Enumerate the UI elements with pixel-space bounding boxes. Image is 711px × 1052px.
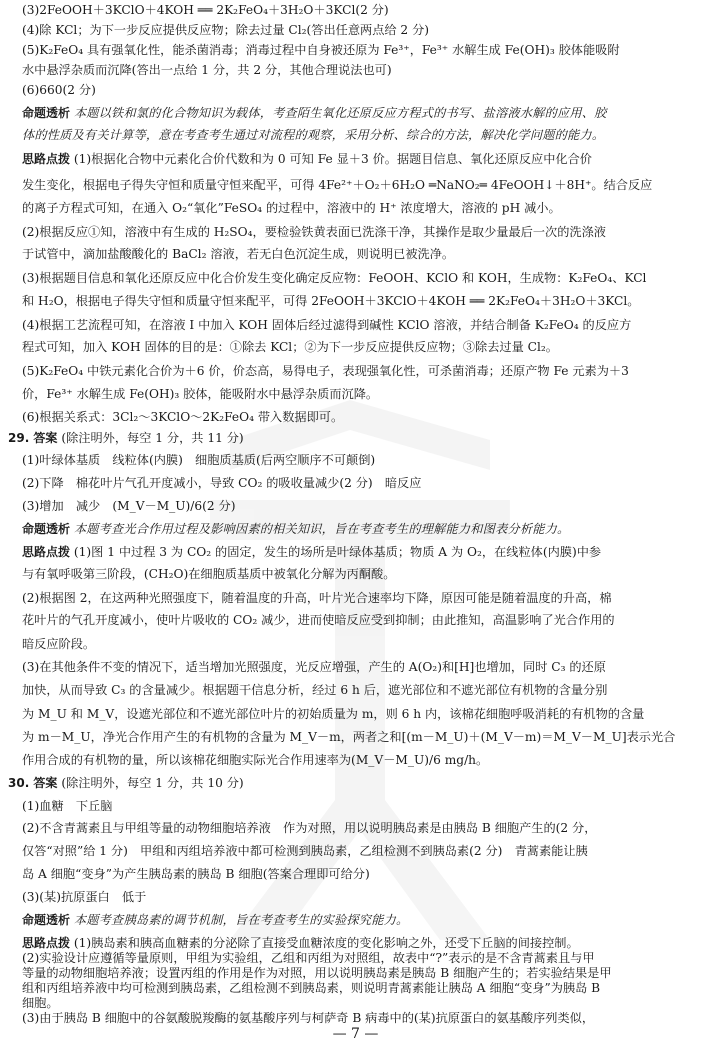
text-line: (6)根据关系式：3Cl₂～3KClO～2K₂FeO₄ 带入数据即可。: [22, 410, 344, 424]
text-line: (3)增加 减少 (M_V－M_U)/6(2 分): [22, 499, 236, 513]
hint-text: (1)图 1 中过程 3 为 CO₂ 的固定，发生的场所是叶绿体基质；物质 A 为 O₂，在线粒体(内膜)中参: [73, 545, 602, 559]
text-line: (4)根据工艺流程可知，在溶液 Ⅰ 中加入 KOH 固体后经过滤得到碱性 KClO 溶液，并结合制备 K₂FeO₄ 的反应方: [22, 318, 632, 332]
text-line: 等量的动物细胞培养液；设置丙组的作用是作为对照，用以说明胰岛素是胰岛 B 细胞产生的；若实验结果是甲: [22, 966, 612, 980]
text-line: 为 m－M_U，净光合作用产生的有机物的含量为 M_V－m，两者之和[(m－M_U)＋(M_V－m)＝M_V－M_U]表示光合: [22, 730, 676, 744]
text-line: (3)2FeOOH＋3KClO＋4KOH ══ 2K₂FeO₄＋3H₂O＋3KCl(2 分): [22, 3, 389, 17]
label-silu: 思路点拨: [22, 152, 71, 166]
answer-note: (除注明外，每空 1 分，共 11 分): [61, 431, 244, 445]
analysis-text: 本题以铁和氯的化合物知识为载体，考查陌生氧化还原反应方程式的书写、盐溶液水解的应用、胶: [73, 106, 607, 120]
text-line: 岛 A 细胞“变身”为产生胰岛素的胰岛 B 细胞(答案合理即可给分): [22, 867, 370, 881]
text-line: (2)实验设计应遵循等量原则，甲组为实验组，乙组和丙组为对照组，故表中“?”表示的是不含青蒿素且与甲: [22, 951, 595, 965]
answer-header-30: [8, 775, 705, 791]
analysis-text: 本题考查胰岛素的调节机制，旨在考查考生的实验探究能力。: [73, 913, 409, 927]
text-line: (2)根据图 2，在这两种光照强度下，随着温度的升高，叶片光合速率均下降，原因可能是随着温度的升高，棉: [22, 591, 612, 605]
text-line: (2)不含青蒿素且与甲组等量的动物细胞培养液 作为对照，用以说明胰岛素是由胰岛 B 细胞产生的(2 分，: [22, 821, 597, 835]
text-line: 的离子方程式可知，在通入 O₂“氧化”FeSO₄ 的过程中，溶液中的 H⁺ 浓度增大，溶液的 pH 减小。: [22, 201, 561, 215]
label-mingti: 命题透析: [22, 913, 71, 927]
label-silu: 思路点拨: [22, 936, 71, 950]
label-mingti: 命题透析: [22, 522, 71, 536]
hint-text: (1)根据化合物中元素化合价代数和为 0 可知 Fe 显＋3 价。据题目信息、氧化还原反应中化合价: [73, 152, 592, 166]
text-line: (5)K₂FeO₄ 具有强氧化性，能杀菌消毒；消毒过程中自身被还原为 Fe³⁺，Fe³⁺ 水解生成 Fe(OH)₃ 胶体能吸附: [22, 43, 620, 57]
text-line: (1)血糖 下丘脑: [22, 799, 113, 813]
text-line: 发生变化，根据电子得失守恒和质量守恒来配平，可得 4Fe²⁺＋O₂＋6H₂O ═NaNO₂═ 4FeOOH↓＋8H⁺。结合反应: [22, 178, 653, 192]
analysis-line: [22, 105, 705, 121]
text-line: (6)660(2 分): [22, 83, 96, 97]
analysis-line: [22, 912, 705, 928]
text-line: 水中悬浮杂质而沉降(答出一点给 1 分，共 2 分，其他合理说法也可): [22, 63, 392, 77]
text-line: 体的性质及有关计算等，意在考查考生通过对流程的观察，采用分析、综合的方法，解决化学问题的能力。: [22, 128, 605, 142]
label-q30: 30. 答案: [8, 776, 58, 790]
text-line: 细胞。: [22, 996, 59, 1010]
text-line: 组和丙组培养液中均可检测到胰岛素，乙组检测不到胰岛素，则说明青蒿素能让胰岛 A 细胞“变身”为胰岛 B: [22, 981, 601, 995]
label-silu: 思路点拨: [22, 545, 71, 559]
text-line: 程式可知，加入 KOH 固体的目的是：①除去 KCl；②为下一步反应提供反应物；③除去过量 Cl₂。: [22, 340, 558, 354]
hint-line: [22, 544, 705, 560]
text-line: 为 M_U 和 M_V，设遮光部位和不遮光部位叶片的初始质量为 m，则 6 h 内，该棉花细胞呼吸消耗的有机物的含量: [22, 707, 645, 721]
hint-text: (1)胰岛素和胰高血糖素的分泌除了直接受血糖浓度的变化影响之外，还受下丘脑的间接控制。: [73, 936, 579, 950]
page-number: — 7 —: [332, 1026, 379, 1042]
text-line: (2)根据反应①知，溶液中有生成的 H₂SO₄，要检验铁黄表面已洗涤干净，其操作是取少量最后一次的洗涤液: [22, 225, 606, 239]
text-line: (1)叶绿体基质 线粒体(内膜) 细胞质基质(后两空顺序不可颠倒): [22, 453, 376, 467]
label-mingti: 命题透析: [22, 106, 71, 120]
text-line: 暗反应阶段。: [22, 637, 96, 651]
analysis-text: 本题考查光合作用过程及影响因素的相关知识，旨在考查考生的理解能力和图表分析能力。: [73, 522, 570, 536]
text-line: 花叶片的气孔开度减小，使叶片吸收的 CO₂ 减少，进而使暗反应受到抑制；由此推知，高温影响了光合作用的: [22, 613, 615, 627]
text-line: 加快，从而导致 C₃ 的含量减少。根据题干信息分析，经过 6 h 后，遮光部位和不遮光部位有机物的含量分别: [22, 683, 608, 697]
text-line: (3)(某)抗原蛋白 低于: [22, 890, 147, 904]
text-line: (3)由于胰岛 B 细胞中的谷氨酸脱羧酶的氨基酸序列与柯萨奇 B 病毒中的(某)抗原蛋白的氨基酸序列类似，: [22, 1011, 595, 1025]
label-q29: 29. 答案: [8, 431, 58, 445]
text-line: 与有氧呼吸第三阶段，(CH₂O)在细胞质基质中被氧化分解为丙酮酸。: [22, 567, 396, 581]
text-line: 于试管中，滴加盐酸酸化的 BaCl₂ 溶液，若无白色沉淀生成，则说明已被洗净。: [22, 247, 455, 261]
text-line: (2)下降 棉花叶片气孔开度减小，导致 CO₂ 的吸收量减少(2 分) 暗反应: [22, 476, 422, 490]
text-line: 作用合成的有机物的量，所以该棉花细胞实际光合作用速率为(M_V－M_U)/6 mg/h。: [22, 753, 489, 767]
hint-line: [22, 935, 705, 951]
answer-header-29: [8, 430, 705, 446]
text-line: 价，Fe³⁺ 水解生成 Fe(OH)₃ 胶体，能吸附水中悬浮杂质而沉降。: [22, 387, 379, 401]
text-line: (3)根据题目信息和氧化还原反应中化合价发生变化确定反应物：FeOOH、KClO 和 KOH，生成物：K₂FeO₄、KCl: [22, 271, 647, 285]
text-line: 和 H₂O，根据电子得失守恒和质量守恒来配平，可得 2FeOOH＋3KClO＋4KOH ══ 2K₂FeO₄＋3H₂O＋3KCl。: [22, 294, 640, 308]
text-line: (5)K₂FeO₄ 中铁元素化合价为＋6 价，价态高，易得电子，表现强氧化性，可杀菌消毒；还原产物 Fe 元素为＋3: [22, 364, 629, 378]
text-line: 仅答“对照”给 1 分) 甲组和丙组培养液中都可检测到胰岛素，乙组检测不到胰岛素(2 分) 青蒿素能让胰: [22, 844, 588, 858]
text-line: (3)在其他条件不变的情况下，适当增加光照强度，光反应增强，产生的 A(O₂)和[H]也增加，同时 C₃ 的还原: [22, 660, 606, 674]
text-line: (4)除 KCl；为下一步反应提供反应物；除去过量 Cl₂(答出任意两点给 2 分): [22, 23, 430, 37]
hint-line: [22, 151, 705, 167]
answer-note: (除注明外，每空 1 分，共 10 分): [61, 776, 244, 790]
analysis-line: [22, 521, 705, 537]
